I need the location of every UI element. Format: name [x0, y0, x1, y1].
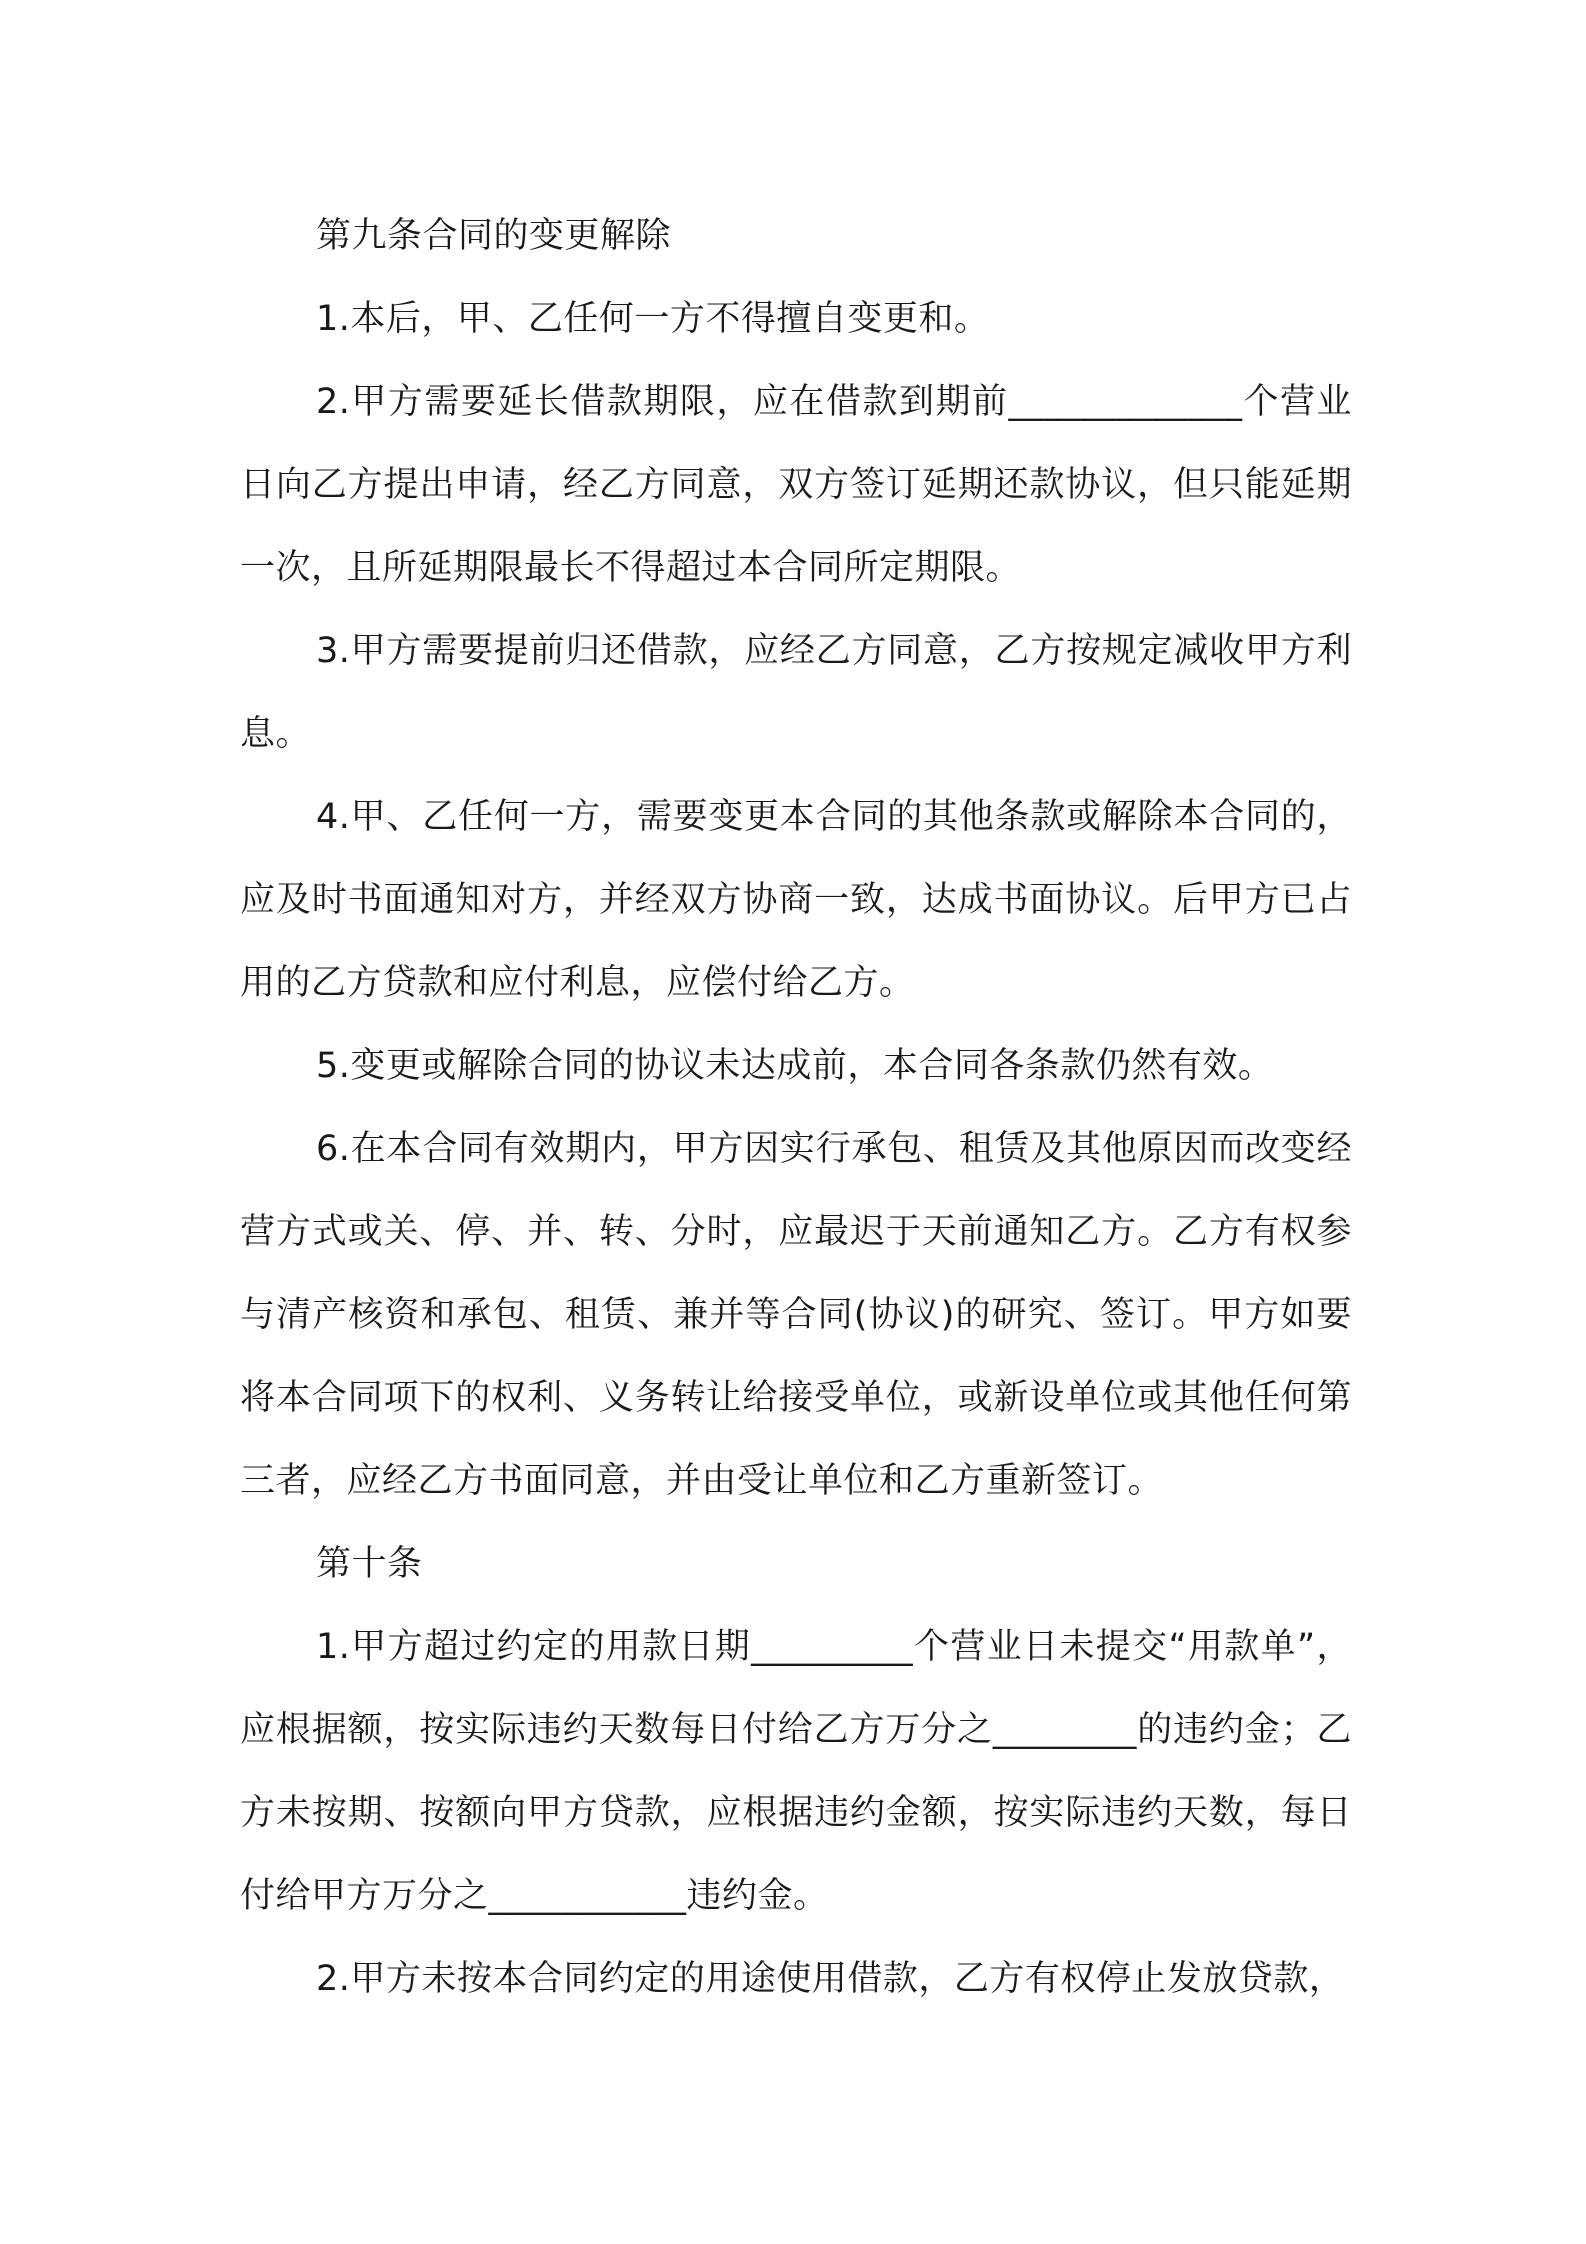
- document-body: [240, 195, 1352, 2021]
- article-10-heading: 第十条: [316, 1544, 423, 1584]
- article-9-clause-1: 1.本后，甲、乙任何一方不得擅自变更和。: [316, 299, 990, 339]
- article-9-clause-2: 2.甲方需要延长借款期限，应在借款到期前_____________个营业日向乙方提出申请，经乙方同意，双方签订延期还款协议，但只能延期一次，且所延期限最长不得超过本合同所定期限。: [240, 382, 1352, 588]
- article-9-clause-5: 5.变更或解除合同的协议未达成前，本合同各条款仍然有效。: [316, 1046, 1274, 1086]
- article-10-clause-2: 2.甲方未按本合同约定的用途使用借款，乙方有权停止发放贷款，: [316, 1959, 1345, 1999]
- article-9-clause-6: 6.在本合同有效期内，甲方因实行承包、租赁及其他原因而改变经营方式或关、停、并、转、分时，应最迟于天前通知乙方。乙方有权参与清产核资和承包、租赁、兼并等合同(协议)的研究、签订。甲方如要将本合同项下的权利、义务转让给接受单位，或新设单位或其他任何第三者，应经乙方书面同意，并由受让单位和乙方重新签订。: [240, 1129, 1352, 1501]
- article-9-clause-4: 4.甲、乙任何一方，需要变更本合同的其他条款或解除本合同的，应及时书面通知对方，并经双方协商一致，达成书面协议。后甲方已占用的乙方贷款和应付利息，应偿付给乙方。: [240, 797, 1352, 1003]
- article-9-clause-3: 3.甲方需要提前归还借款，应经乙方同意，乙方按规定减收甲方利息。: [240, 631, 1352, 754]
- article-10-clause-1: 1.甲方超过约定的用款日期_________个营业日未提交“用款单”，应根据额，按实际违约天数每日付给乙方万分之________的违约金；乙方未按期、按额向甲方贷款，应根据违约金额，按实际违约天数，每日付给甲方万分之___________违约金。: [240, 1627, 1352, 1916]
- article-9-heading: 第九条合同的变更解除: [316, 216, 672, 256]
